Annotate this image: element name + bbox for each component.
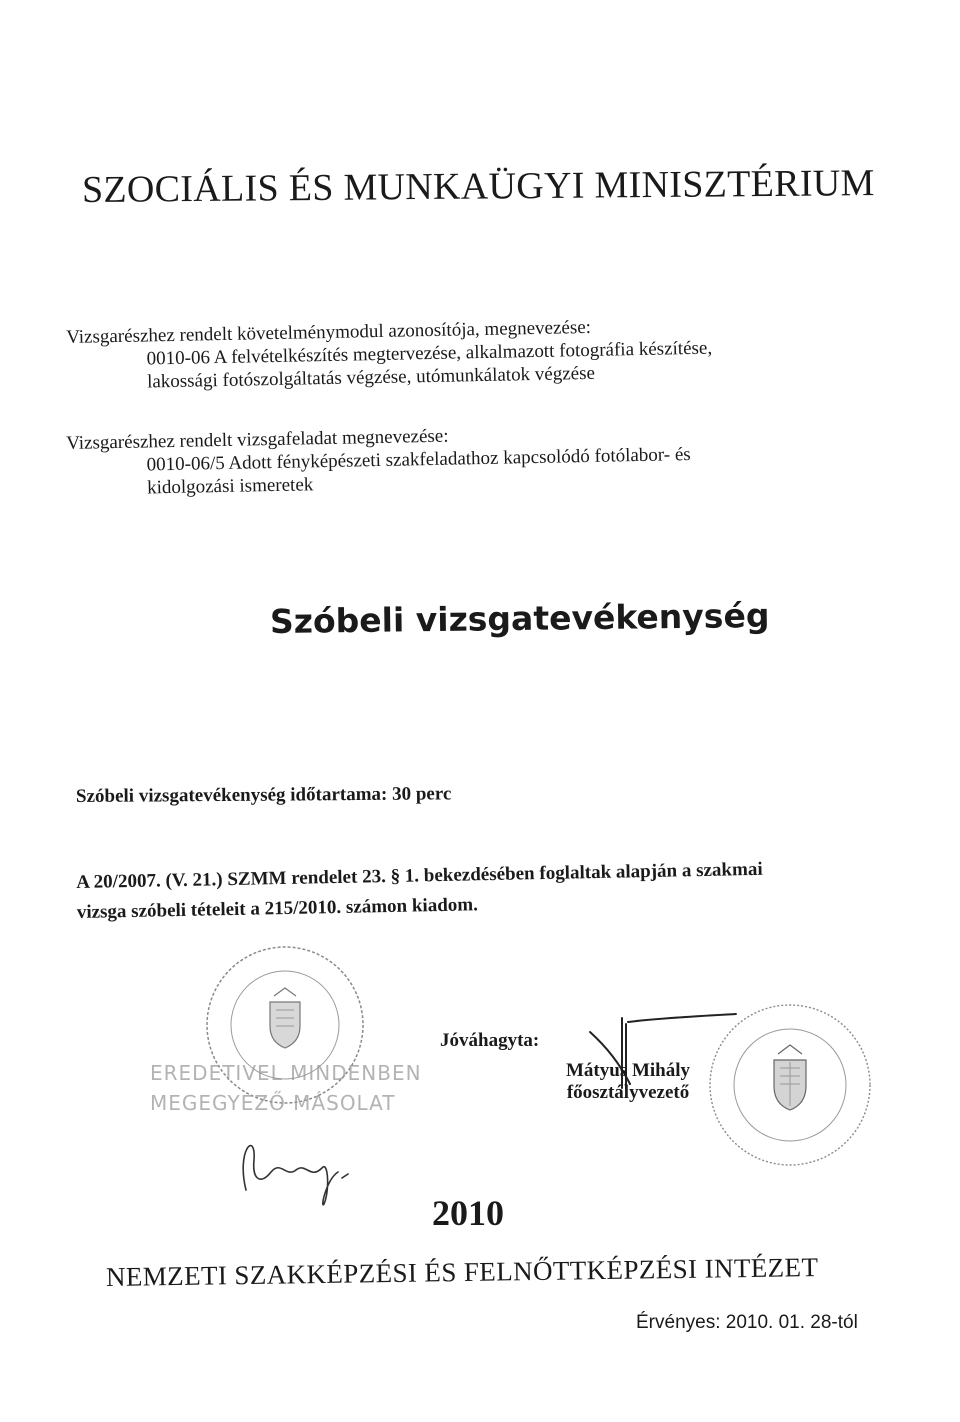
module-line-2: lakossági fotószolgáltatás végzése, utómunkálatok végzése	[146, 362, 596, 393]
ministry-title: SZOCIÁLIS ÉS MUNKAÜGYI MINISZTÉRIUM	[81, 162, 875, 211]
duration-text: Szóbeli vizsgatevékenység időtartama: 30 perc	[75, 783, 452, 807]
task-line-2: kidolgozási ismeretek	[146, 474, 314, 499]
round-stamp-right	[700, 1000, 880, 1170]
module-section	[66, 314, 713, 395]
signer-position: főosztályvezető	[566, 1082, 690, 1103]
year: 2010	[432, 1193, 504, 1233]
task-line-1: 0010-06/5 Adott fényképészeti szakfeladathoz kapcsolódó fotólabor- és	[146, 444, 691, 476]
activity-title: Szóbeli vizsgatevékenység	[269, 595, 770, 641]
task-label: Vizsgarészhez rendelt vizsgafeladat megnevezése:	[66, 425, 449, 454]
certified-copy-stamp	[150, 1058, 422, 1118]
decree-line-1: A 20/2007. (V. 21.) SZMM rendelet 23. § 1. bekezdésében foglaltak alapján a szakmai	[76, 858, 763, 893]
decree-line-2: vizsga szóbeli tételeit a 215/2010. számon kiadom.	[76, 894, 479, 923]
module-line-1: 0010-06 A felvételkészítés megtervezése, alkalmazott fotográfia készítése,	[146, 337, 713, 370]
copy-stamp-line-1: EREDETIVEL MINDENBEN	[150, 1061, 422, 1085]
task-section	[66, 420, 691, 501]
valid-from: Érvényes: 2010. 01. 28-tól	[636, 1312, 858, 1333]
module-label: Vizsgarészhez rendelt követelménymodul azonosítója, megnevezése:	[66, 316, 592, 348]
signer-block	[566, 1060, 690, 1104]
copy-stamp-line-2: MEGEGYEZŐ MÁSOLAT	[150, 1091, 396, 1115]
handwritten-signature-left	[226, 1120, 366, 1210]
signer-name: Mátyus Mihály	[566, 1060, 691, 1081]
decree-text	[76, 855, 763, 928]
institute-name: NEMZETI SZAKKÉPZÉSI ÉS FELNŐTTKÉPZÉSI INTÉZET	[105, 1252, 819, 1292]
approved-label: Jóváhagyta:	[440, 1030, 540, 1051]
